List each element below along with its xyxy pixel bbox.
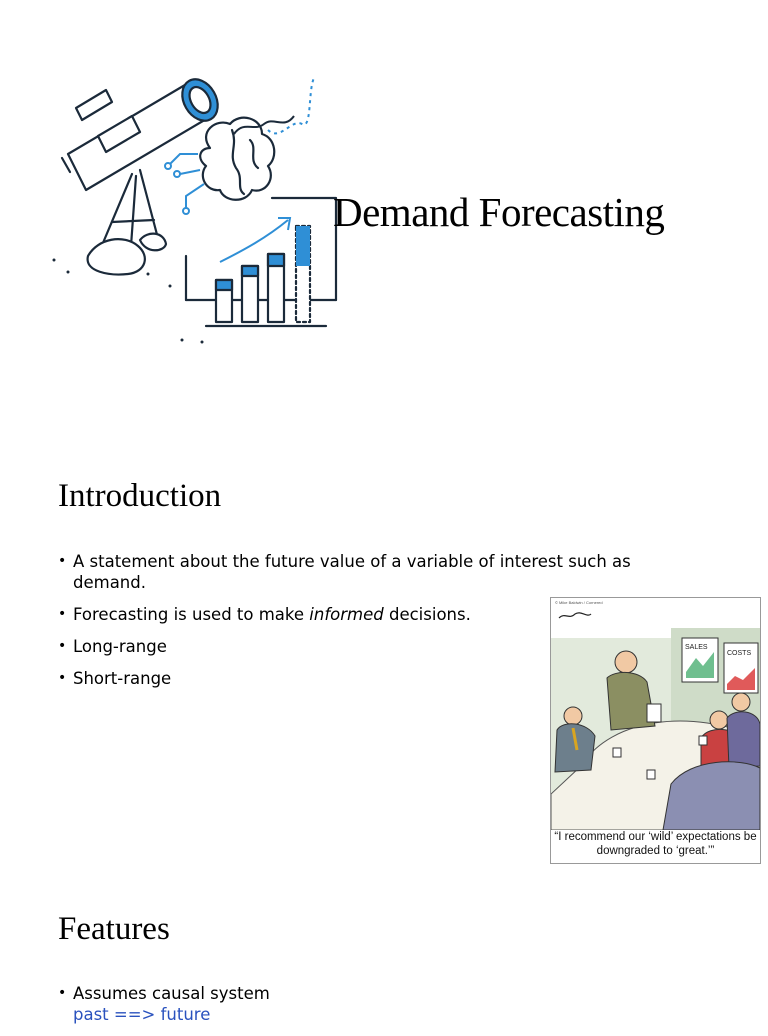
costs-chart-label: COSTS (727, 650, 752, 657)
cartoon-drawing-icon (551, 598, 760, 830)
features-bullet-list (58, 983, 658, 1036)
cartoon-credit: © Mike Baldwin / Cornered (555, 600, 603, 605)
bullet-text: Long-range (73, 637, 167, 656)
bullet-subtext: past ==> future (73, 1005, 211, 1024)
sales-chart-label: SALES (685, 644, 708, 651)
bullet-text: decisions. (383, 605, 471, 624)
cartoon-caption: “I recommend our ‘wild’ expectations be downgraded to ‘great.’” (554, 831, 757, 857)
section-title-features: Features (58, 911, 170, 947)
list-item (58, 551, 698, 593)
forecasting-illustration-icon (40, 50, 340, 350)
list-item (58, 983, 658, 1025)
bullet-icon: • (58, 985, 67, 1001)
bullet-icon: • (58, 553, 67, 569)
section-title-introduction: Introduction (58, 478, 222, 514)
bullet-icon: • (58, 606, 67, 622)
bullet-icon: • (58, 638, 67, 654)
bullet-text: Forecasting is used to make (73, 605, 310, 624)
bullet-emphasis: informed (309, 605, 384, 624)
bullet-text: Short-range (73, 669, 172, 688)
bullet-icon: • (58, 670, 67, 686)
cartoon-image (550, 597, 761, 864)
bullet-text: Assumes causal system (73, 984, 270, 1003)
bullet-text: A statement about the future value of a variable of interest such as demand. (73, 552, 631, 592)
page-title: Demand Forecasting (333, 189, 665, 235)
